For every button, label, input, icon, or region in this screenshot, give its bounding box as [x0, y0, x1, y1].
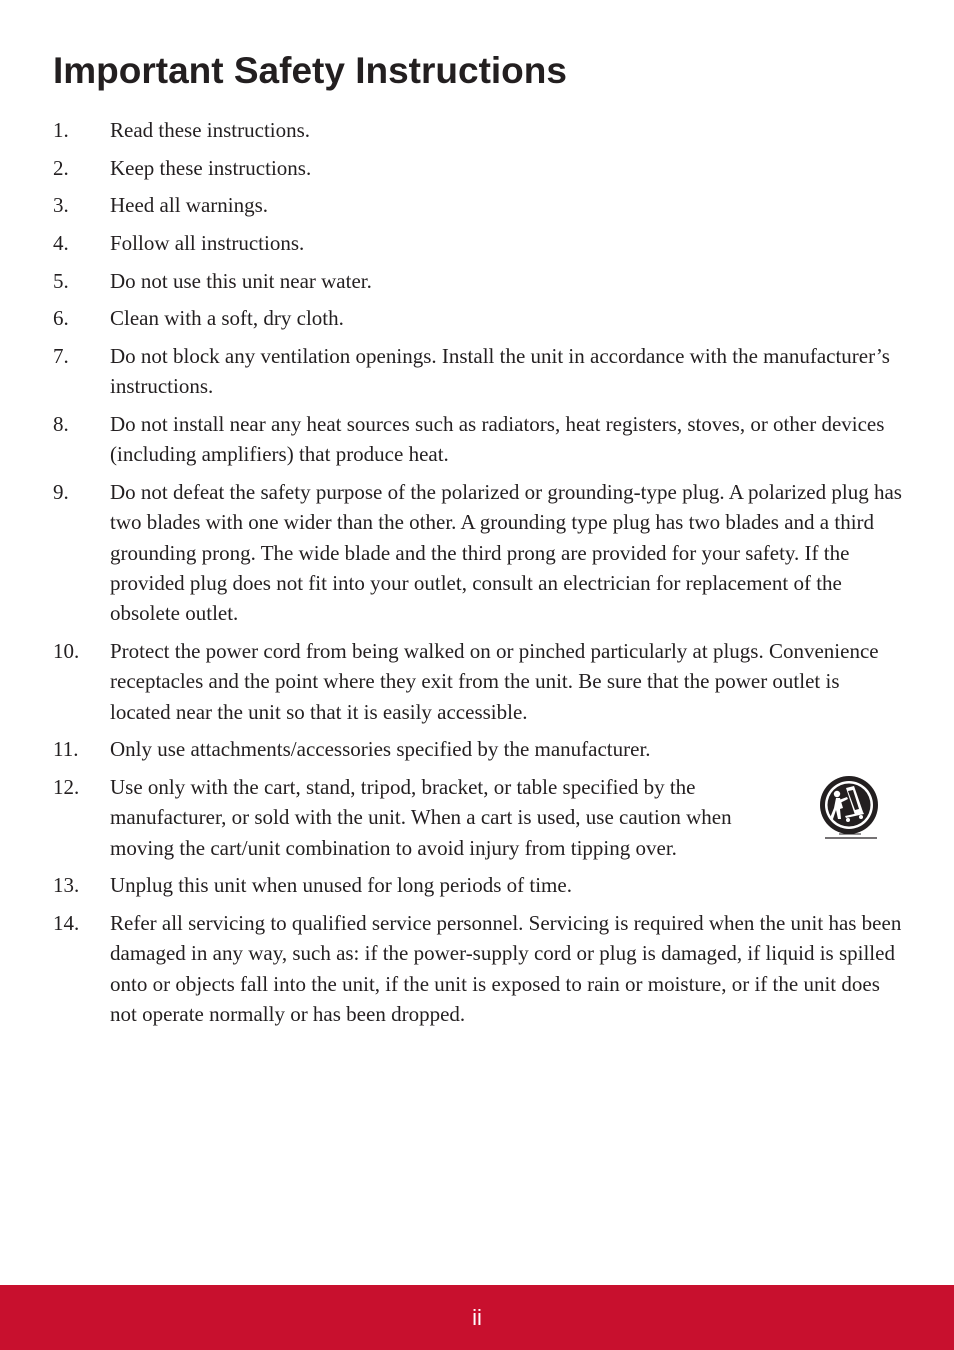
list-item [53, 266, 903, 296]
item-number: 3. [53, 193, 69, 218]
item-text: Protect the power cord from being walked on or pinched particularly at plugs. Convenience receptacles and the point where they exit from the unit. Be sure that the power outlet is located near the unit so that it is easily accessible. [110, 638, 879, 724]
page-title: Important Safety Instructions [53, 50, 567, 91]
item-number: 5. [53, 268, 69, 293]
item-text: Heed all warnings. [110, 193, 269, 218]
item-number: 8. [53, 412, 69, 437]
list-item [53, 734, 903, 764]
item-number: 14. [53, 910, 80, 935]
item-text: Read these instructions. [110, 118, 311, 142]
cart-tip-over-warning-icon [817, 772, 883, 844]
item-number: 9. [53, 480, 69, 505]
list-item [53, 908, 903, 1029]
list-item [53, 870, 903, 900]
item-text: Use only with the cart, stand, tripod, bracket, or table specified by the manufacturer, or sold with the unit. When a cart is used, use caution when moving the cart/unit combination to avoid injury from tipping over. [110, 774, 732, 860]
item-text: Do not use this unit near water. [110, 268, 372, 293]
item-number: 10. [53, 638, 80, 663]
list-item [53, 115, 903, 145]
item-number: 12. [53, 774, 80, 799]
list-item [53, 228, 903, 258]
list-item [53, 636, 903, 727]
item-text: Do not block any ventilation openings. Install the unit in accordance with the manufacturer’s instructions. [110, 344, 890, 399]
list-item [53, 190, 903, 220]
list-item [53, 153, 903, 183]
item-number: 6. [53, 306, 69, 331]
item-number: 7. [53, 344, 69, 369]
safety-instructions-list [53, 115, 903, 1036]
item-text: Clean with a soft, dry cloth. [110, 306, 344, 331]
item-text: Do not defeat the safety purpose of the polarized or grounding-type plug. A polarized plug has two blades with one wider than the other. A grounding type plug has two blades and a third grounding prong. The wide blade and the third prong are provided for your safety. If the provided plug does not fit into your outlet, consult an electrician for replacement of the obsolete outlet. [110, 480, 902, 626]
item-number: 11. [53, 737, 79, 762]
item-number: 4. [53, 231, 69, 256]
item-number: 2. [53, 155, 69, 180]
list-item [53, 341, 903, 402]
page-number: ii [472, 1305, 482, 1330]
list-item [53, 477, 903, 628]
list-item [53, 303, 903, 333]
item-text: Only use attachments/accessories specified by the manufacturer. [110, 737, 651, 762]
item-text: Do not install near any heat sources such as radiators, heat registers, stoves, or other devices (including amplifiers) that produce heat. [110, 412, 885, 467]
item-text: Keep these instructions. [110, 155, 312, 180]
item-text: Unplug this unit when unused for long periods of time. [110, 873, 572, 898]
item-text: Follow all instructions. [110, 231, 305, 256]
item-number: 1. [53, 118, 69, 142]
list-item [53, 409, 903, 470]
item-number: 13. [53, 873, 80, 898]
footer-bar [0, 1285, 954, 1350]
item-text: Refer all servicing to qualified service personnel. Servicing is required when the unit has been damaged in any way, such as: if the power-supply cord or plug is damaged, if liquid is spilled onto or objects fall into the unit, if the unit is exposed to rain or moisture, or if the unit does not operate normally or has been dropped. [110, 910, 902, 1026]
list-item [53, 772, 903, 863]
